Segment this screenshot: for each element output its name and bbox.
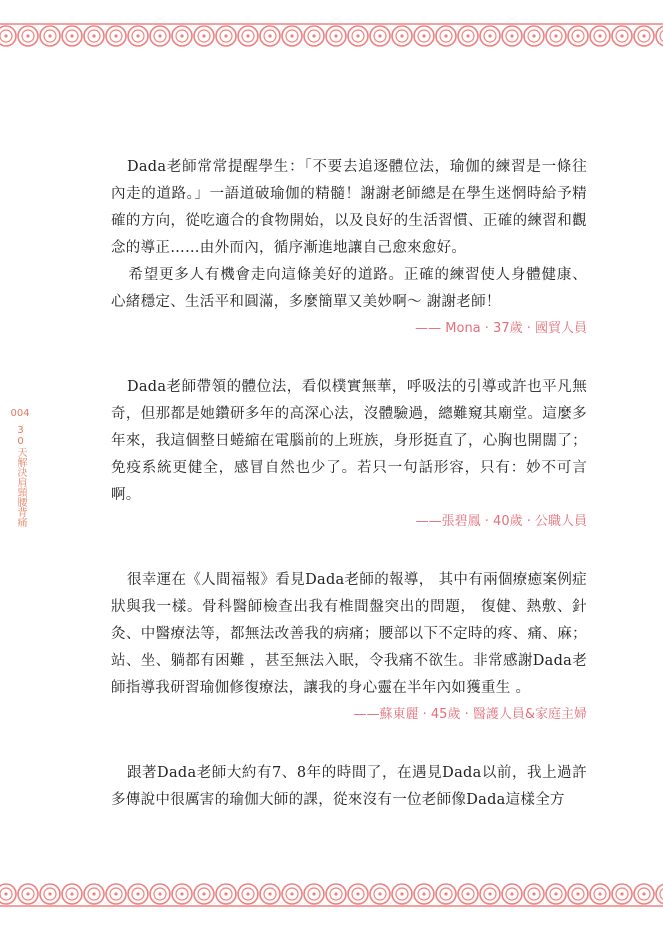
scallop-dot: [158, 892, 161, 895]
scallop-dot: [510, 892, 513, 895]
testimonial-4-paragraph-1: 跟著Dada老師大約有7、8年的時間了，在遇見Dada以前，我上過許多傳說中很厲害的瑜伽大師的課，從來沒有一位老師像Dada這樣全方: [111, 765, 587, 808]
scallop-dot: [48, 34, 51, 37]
testimonial-1-paragraph-2: 希望更多人有機會走向這條美好的道路。正確的練習使人身體健康、心緒穩定、生活平和圓滿，多麼簡單又美妙啊～ 謝謝老師！: [111, 267, 587, 310]
scallop-dot: [48, 892, 51, 895]
scallop-dot: [114, 892, 117, 895]
scallop-dot: [444, 34, 447, 37]
scallop-dot: [400, 34, 403, 37]
scallop-dot: [268, 34, 271, 37]
page-number: 004: [10, 408, 30, 419]
scallop-dot: [422, 34, 425, 37]
scallop-dot: [510, 34, 513, 37]
scallop-ornament: [0, 26, 16, 46]
scallop-dot: [356, 892, 359, 895]
testimonial-3-paragraph-1: 很幸運在《人間福報》看見Dada老師的報導， 其中有兩個療癒案例症狀與我一樣。骨科醫師檢查出我有椎間盤突出的問題， 復健、熱敷、針灸、中醫療法等，都無法改善我的病痛；腰部以下不定時的疼、痛、麻；站、坐、躺都有困難 ，甚至無法入眠，令我痛不欲生。非常感謝Dada老師指導我研習瑜伽修復療法，讓我的身心靈在半年內如獲重生 。: [111, 572, 587, 696]
scallop-dot: [136, 34, 139, 37]
testimonial-2-paragraph-1: Dada老師帶領的體位法，看似樸實無華，呼吸法的引導或許也平凡無奇，但那都是她鑽研多年的高深心法，沒體驗過，總難窺其廟堂。這麼多年來，我這個整日蜷縮在電腦前的上班族，身形挺直了，心胸也開闊了；免疫系統更健全，感冒自然也少了。若只一句話形容，只有：妙不可言啊。: [111, 379, 587, 503]
scallop-dot: [202, 34, 205, 37]
scallop-dot: [642, 34, 645, 37]
scallop-dot: [202, 892, 205, 895]
scallop-dot: [4, 892, 7, 895]
scallop-dot: [26, 892, 29, 895]
scallop-dot: [554, 892, 557, 895]
scallop-dot: [70, 34, 73, 37]
testimonial-4: [111, 760, 587, 814]
scallop-dot: [4, 34, 7, 37]
scallop-dot: [466, 34, 469, 37]
scallop-dot: [598, 892, 601, 895]
scallop-dot: [26, 34, 29, 37]
scallop-dot: [334, 892, 337, 895]
scallop-dot: [422, 892, 425, 895]
scallop-dot: [180, 34, 183, 37]
scallop-dot: [488, 34, 491, 37]
scallop-dot: [576, 34, 579, 37]
scallop-dot: [158, 34, 161, 37]
scallop-dot: [224, 34, 227, 37]
scallop-dot: [246, 892, 249, 895]
bottom-decorative-border: [0, 864, 663, 910]
testimonial-3: [111, 567, 587, 726]
testimonial-1: [111, 154, 587, 340]
scallop-dot: [312, 34, 315, 37]
scallop-dot: [92, 892, 95, 895]
scallop-dot: [312, 892, 315, 895]
scallop-dot: [378, 892, 381, 895]
scallop-dot: [466, 892, 469, 895]
scallop-dot: [444, 892, 447, 895]
testimonial-1-signature: —— Mona ‧ 37歲 ‧ 國貿人員: [415, 321, 587, 336]
scallop-dot: [378, 34, 381, 37]
scallop-dot: [246, 34, 249, 37]
testimonial-2: [111, 374, 587, 533]
scallop-dot: [180, 892, 183, 895]
testimonial-3-signature: ——蘇東麗 ‧ 45歲 ‧ 醫護人員&家庭主婦: [353, 707, 587, 722]
scallop-dot: [598, 34, 601, 37]
scallop-dot: [400, 892, 403, 895]
scallop-dot: [620, 34, 623, 37]
scallop-dot: [576, 892, 579, 895]
testimonial-2-signature: ——張碧鳳 ‧ 40歲 ‧ 公職人員: [415, 514, 587, 529]
scallop-dot: [290, 892, 293, 895]
scallop-dot: [268, 892, 271, 895]
scallop-dot: [642, 892, 645, 895]
scallop-dot: [224, 892, 227, 895]
scallop-dot: [70, 892, 73, 895]
scallop-dot: [114, 34, 117, 37]
top-decorative-border: [0, 20, 663, 66]
scallop-ornament: [0, 884, 16, 904]
scallop-dot: [532, 34, 535, 37]
scallop-dot: [620, 892, 623, 895]
book-title-vertical: 30天解決肩頸腰背痛: [15, 425, 26, 527]
scallop-dot: [554, 34, 557, 37]
scallop-dot: [92, 34, 95, 37]
scallop-dot: [136, 892, 139, 895]
side-marker: [0, 408, 40, 527]
scallop-dot: [488, 892, 491, 895]
scallop-dot: [334, 34, 337, 37]
scallop-dot: [532, 892, 535, 895]
scallop-dot: [290, 34, 293, 37]
testimonial-1-paragraph-1: Dada老師常常提醒學生：「不要去追逐體位法，瑜伽的練習是一條往內走的道路。」一語道破瑜伽的精髓！謝謝老師總是在學生迷惘時給予精確的方向，從吃適合的食物開始，以及良好的生活習慣、正確的練習和觀念的導正……由外而內，循序漸進地讓自己愈來愈好。: [111, 159, 587, 256]
scallop-dot: [356, 34, 359, 37]
testimonials-content: [111, 154, 587, 848]
